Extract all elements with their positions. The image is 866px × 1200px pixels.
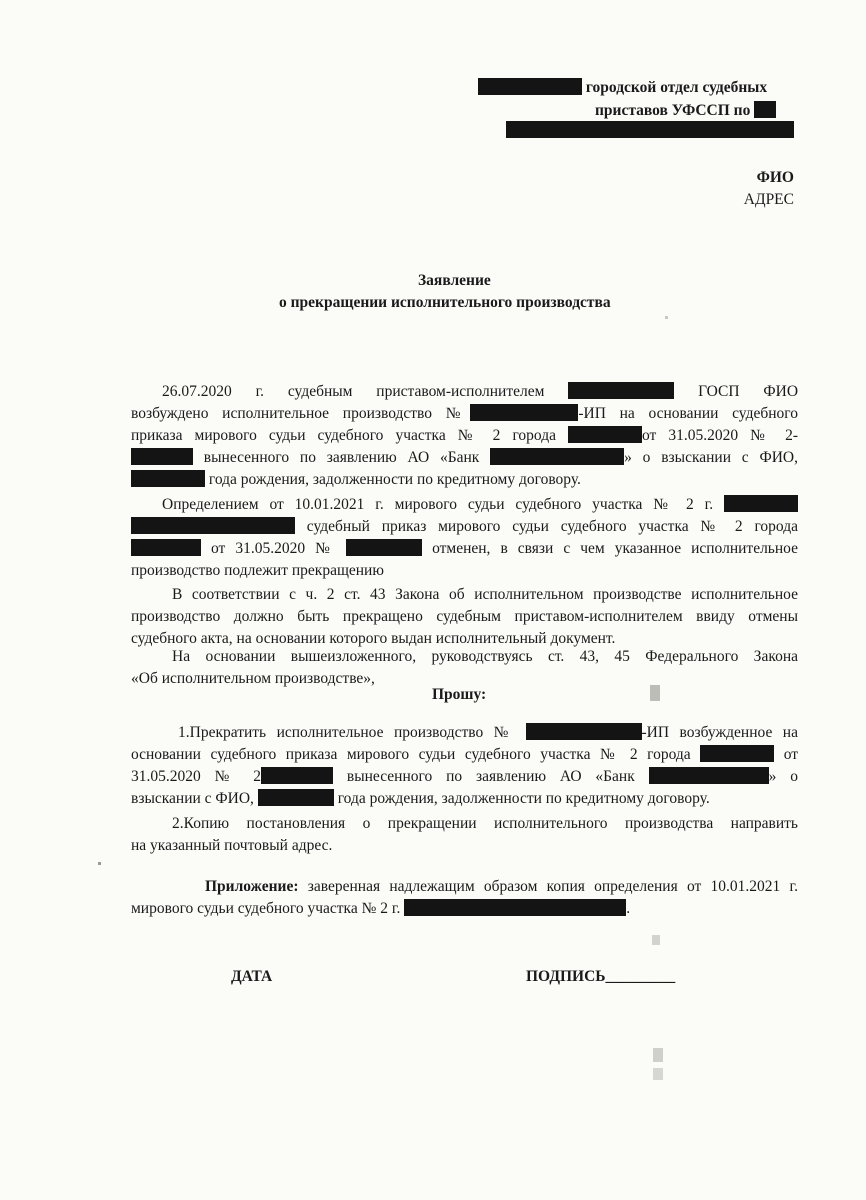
p1-line-5: года рождения, задолженности по кредитному договору. <box>131 469 798 491</box>
p4-line-2: «Об исполнительном производстве», <box>131 670 375 687</box>
redaction <box>131 539 201 556</box>
doc-title: Заявление <box>418 272 491 289</box>
p1-line-3: приказа мирового судьи судебного участка № 2 города от 31.05.2020 № 2- <box>131 427 798 444</box>
item1-line-1: 1.Прекратить исполнительное производство № -ИП возбужденное на <box>178 724 798 741</box>
p1-line-4: вынесенного по заявлению АО «Банк » о взыскании с ФИО, <box>131 447 798 469</box>
p2-line-3: от 31.05.2020 № отменен, в связи с чем указанное исполнительное <box>131 538 798 560</box>
redaction <box>131 448 193 465</box>
sender-fio: ФИО <box>756 169 794 186</box>
scan-speck <box>653 1068 663 1080</box>
signature-field: ПОДПИСЬ_________ <box>526 968 676 985</box>
item1-line-2: основании судебного приказа мирового судьи судебного участка № 2 города от <box>131 746 799 763</box>
redaction <box>346 539 422 556</box>
item2-line-1: 2.Копию постановления о прекращении исполнительного производства направить <box>172 815 798 832</box>
redaction <box>568 426 642 443</box>
p2-line-2: судебный приказ мирового судьи судебного участка № 2 города <box>131 516 798 538</box>
p3-line-2: производство должно быть прекращено судебным приставом-исполнителем ввиду отмены <box>131 608 798 625</box>
redaction <box>649 767 769 784</box>
header-line-1: городской отдел судебных <box>478 77 767 99</box>
date-field: ДАТА <box>231 968 273 985</box>
redaction <box>568 382 674 399</box>
scan-speck <box>98 862 101 865</box>
p4-line-1: На основании вышеизложенного, руководствуясь ст. 43, 45 Федерального Закона <box>172 648 798 665</box>
appendix-line-2: мирового судьи судебного участка № 2 г. . <box>131 900 631 917</box>
redaction <box>404 899 626 916</box>
p1-line-1: 26.07.2020 г. судебным приставом-исполнителем ГОСП ФИО <box>162 383 799 400</box>
p2-line-4: производство подлежит прекращению <box>131 562 384 579</box>
scan-speck <box>652 935 660 945</box>
redaction <box>700 745 774 762</box>
item2-line-2: на указанный почтовый адрес. <box>131 837 333 854</box>
request-heading: Прошу: <box>432 686 487 703</box>
appendix-label: Приложение: <box>205 878 299 895</box>
redaction <box>754 101 776 118</box>
item1-line-4: взыскании с ФИО, года рождения, задолженности по кредитному договору. <box>131 790 710 807</box>
scan-speck <box>653 1048 663 1062</box>
redaction <box>131 470 205 487</box>
redaction <box>526 723 642 740</box>
redaction <box>258 789 334 806</box>
item1-line-3: 31.05.2020 № 2 вынесенного по заявлению АО «Банк » о <box>131 768 798 785</box>
redaction <box>724 495 798 512</box>
redaction <box>506 121 794 138</box>
scan-speck <box>665 316 668 319</box>
redaction <box>478 78 582 95</box>
redaction <box>131 517 295 534</box>
header-line-2: приставов УФССП по <box>595 100 776 122</box>
sender-address: АДРЕС <box>743 191 794 208</box>
doc-subtitle: о прекращении исполнительного производства <box>279 294 611 311</box>
p3-line-1: В соответствии с ч. 2 ст. 43 Закона об исполнительном производстве исполнительное <box>172 586 798 603</box>
redaction <box>470 404 578 421</box>
redaction <box>261 767 333 784</box>
p1-line-2: возбуждено исполнительное производство № -ИП на основании судебного <box>131 405 798 422</box>
redaction <box>490 448 624 465</box>
appendix-line-1: Приложение: заверенная надлежащим образом копия определения от 10.01.2021 г. <box>205 878 798 895</box>
p2-line-1: Определением от 10.01.2021 г. мирового судьи судебного участка № 2 г. <box>162 494 798 516</box>
p3-line-3: судебного акта, на основании которого выдан исполнительный документ. <box>131 630 616 647</box>
